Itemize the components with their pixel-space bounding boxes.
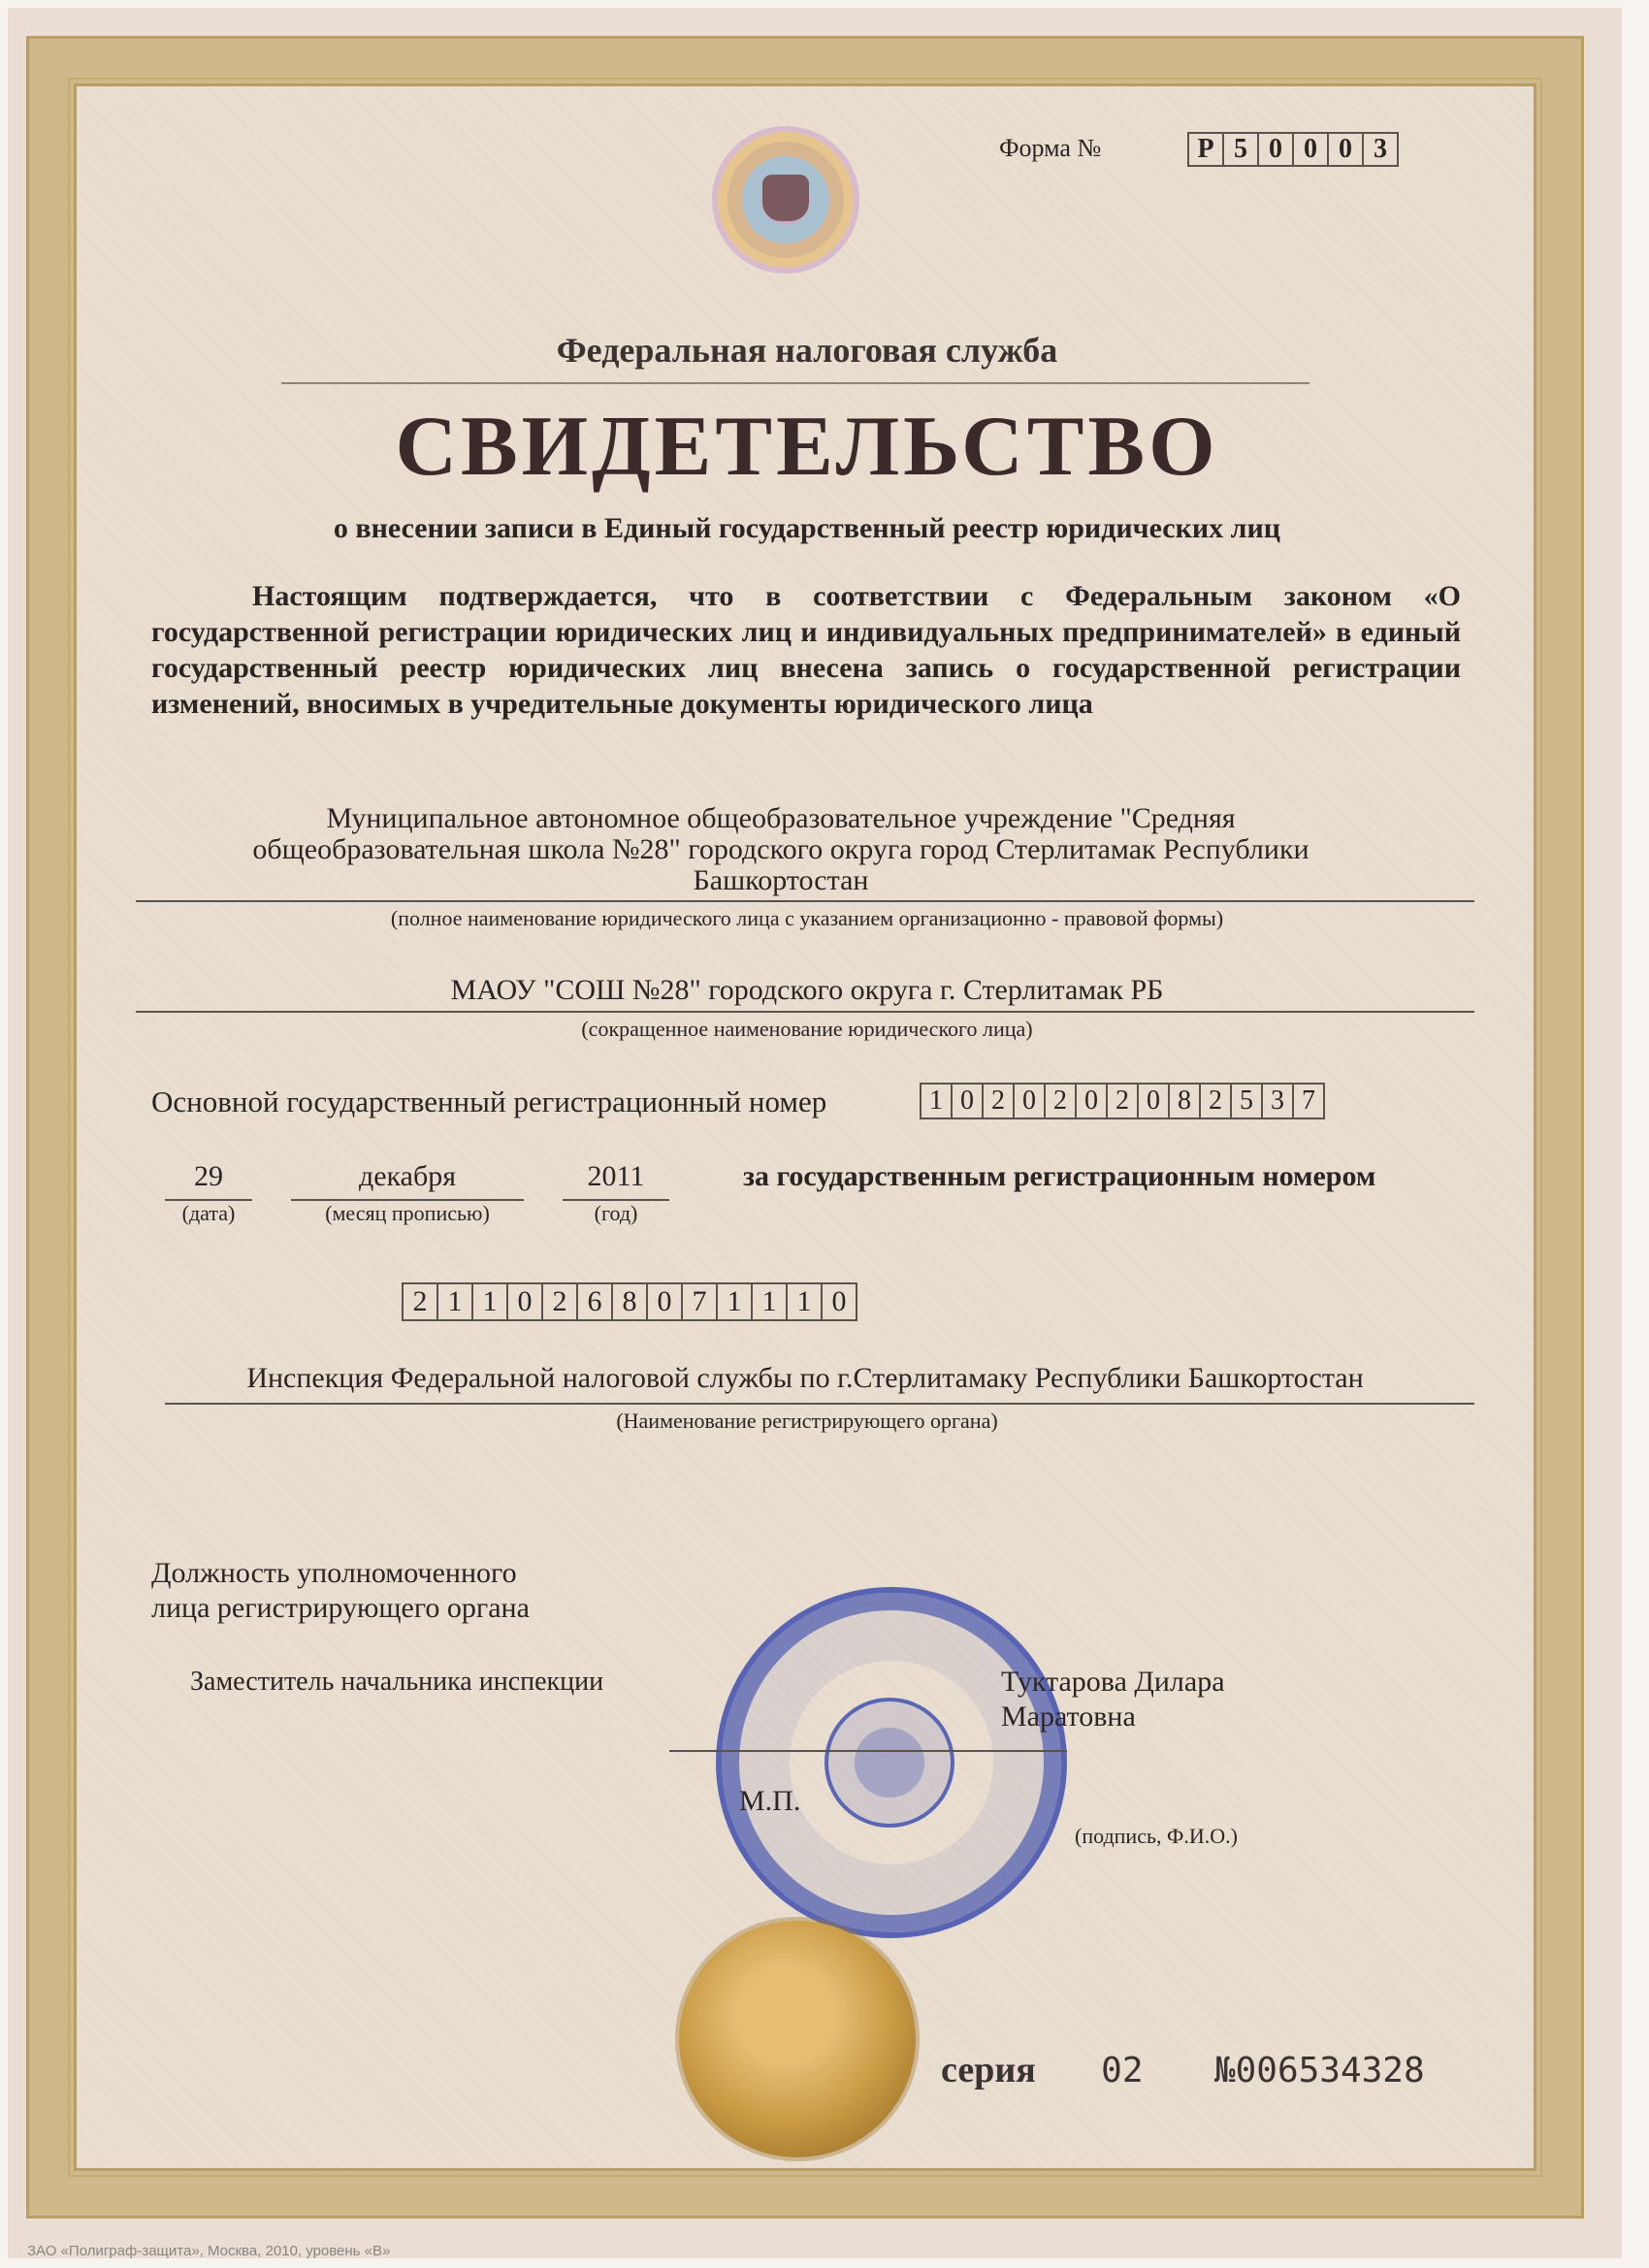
ogrn-digit: 0: [1013, 1083, 1046, 1119]
official-name-line: Маратовна: [1001, 1701, 1136, 1733]
form-code: [1189, 132, 1399, 167]
seal-place-label: М.П.: [739, 1785, 801, 1817]
ogrn-digit: 2: [1199, 1083, 1232, 1119]
position-label-line: лица регистрирующего органа: [151, 1592, 530, 1624]
full-name-line: общеобразовательная школа №28" городского округа город Стерлитамак Республики: [252, 833, 1310, 865]
official-name: [1001, 1665, 1225, 1734]
registration-year: 2011: [587, 1160, 645, 1192]
form-code-char: 0: [1257, 132, 1294, 167]
series-block: [941, 2049, 1425, 2091]
official-position: Заместитель начальника инспекции: [190, 1667, 604, 1697]
ogrn-digit: 5: [1230, 1083, 1263, 1119]
document-subtitle: о внесении записи в Единый государственный реестр юридических лиц: [333, 512, 1281, 544]
certification-text: Настоящим подтверждается, что в соответствии с Федеральным законом «О государственной регистрации юридических лиц и индивидуальных предпринимателей» в единый государственный реестр юридических лиц внесена запись о государственной регистрации изменений, вносимых в учредительные документы юридического лица: [151, 580, 1461, 720]
agency-name: Федеральная налоговая служба: [556, 331, 1058, 370]
position-label: [151, 1556, 530, 1626]
form-label: Форма №: [999, 134, 1102, 162]
document-title: СВИДЕТЕЛЬСТВО: [395, 400, 1219, 494]
grn-digit: 1: [716, 1282, 753, 1321]
series-label: серия: [941, 2050, 1036, 2090]
form-code-char: 0: [1327, 132, 1364, 167]
full-name-caption: (полное наименование юридического лица с указанием организационно - правовой формы): [390, 906, 1224, 930]
ogrn-digit: 3: [1261, 1083, 1294, 1119]
grn-digit: 2: [402, 1282, 438, 1321]
ogrn-digit: 0: [951, 1083, 984, 1119]
printer-footer: ЗАО «Полиграф-защита», Москва, 2010, уровень «В»: [27, 2243, 391, 2259]
signature-caption: (подпись, Ф.И.О.): [1075, 1824, 1238, 1848]
ogrn-digit: 0: [1075, 1083, 1108, 1119]
gold-seal-icon: [679, 1921, 916, 2157]
organization-short-name: МАОУ "СОШ №28" городского округа г. Стерлитамак РБ: [450, 974, 1164, 1006]
short-name-underline: [136, 1011, 1474, 1013]
ogrn-digit: 0: [1137, 1083, 1170, 1119]
day-caption: (дата): [181, 1201, 236, 1225]
full-name-line: Муниципальное автономное общеобразовательное учреждение "Средняя: [326, 802, 1236, 834]
official-name-line: Туктарова Дилара: [1001, 1666, 1225, 1698]
form-code-char: 3: [1362, 132, 1399, 167]
grn-digit: 0: [646, 1282, 683, 1321]
ogrn-label: Основной государственный регистрационный номер: [151, 1085, 827, 1118]
series-number: 006534328: [1235, 2051, 1425, 2090]
grn-digit: 1: [786, 1282, 823, 1321]
full-name-underline: [136, 900, 1474, 902]
grn-digit: 0: [821, 1282, 857, 1321]
eagle-icon: [762, 175, 809, 221]
ogrn-number: [922, 1083, 1325, 1119]
organization-full-name: [184, 803, 1377, 896]
form-code-char: 0: [1292, 132, 1329, 167]
position-label-line: Должность уполномоченного: [151, 1557, 517, 1589]
grn-digit: 1: [751, 1282, 788, 1321]
series-value: 02: [1101, 2051, 1144, 2090]
form-code-char: Р: [1187, 132, 1224, 167]
grn-label: за государственным регистрационным номером: [743, 1160, 1376, 1192]
grn-digit: 0: [506, 1282, 543, 1321]
full-name-line: Башкортостан: [693, 864, 869, 896]
stamp-emblem-icon: [824, 1698, 954, 1828]
year-caption: (год): [594, 1201, 638, 1225]
short-name-caption: (сокращенное наименование юридического лица): [581, 1017, 1033, 1041]
ogrn-digit: 2: [982, 1083, 1015, 1119]
grn-digit: 2: [541, 1282, 578, 1321]
number-sign: №: [1213, 2051, 1236, 2090]
ogrn-digit: 7: [1292, 1083, 1325, 1119]
ogrn-digit: 1: [920, 1083, 953, 1119]
registration-month: декабря: [358, 1160, 457, 1192]
authority-caption: (Наименование регистрирующего органа): [616, 1409, 998, 1433]
ogrn-digit: 2: [1106, 1083, 1139, 1119]
registering-authority: Инспекция Федеральной налоговой службы по г.Стерлитамаку Республики Башкортостан: [246, 1362, 1364, 1394]
grn-digit: 1: [436, 1282, 473, 1321]
ogrn-digit: 8: [1168, 1083, 1201, 1119]
registration-day: 29: [194, 1160, 223, 1192]
ogrn-digit: 2: [1044, 1083, 1077, 1119]
authority-underline: [165, 1403, 1474, 1405]
grn-digit: 7: [681, 1282, 718, 1321]
form-code-char: 5: [1222, 132, 1259, 167]
month-caption: (месяц прописью): [325, 1201, 490, 1225]
grn-digit: 1: [471, 1282, 508, 1321]
grn-digit: 6: [576, 1282, 613, 1321]
signature-line: [669, 1750, 1067, 1752]
grn-digit: 8: [611, 1282, 648, 1321]
grn-number: [404, 1282, 857, 1321]
divider: [281, 382, 1310, 384]
